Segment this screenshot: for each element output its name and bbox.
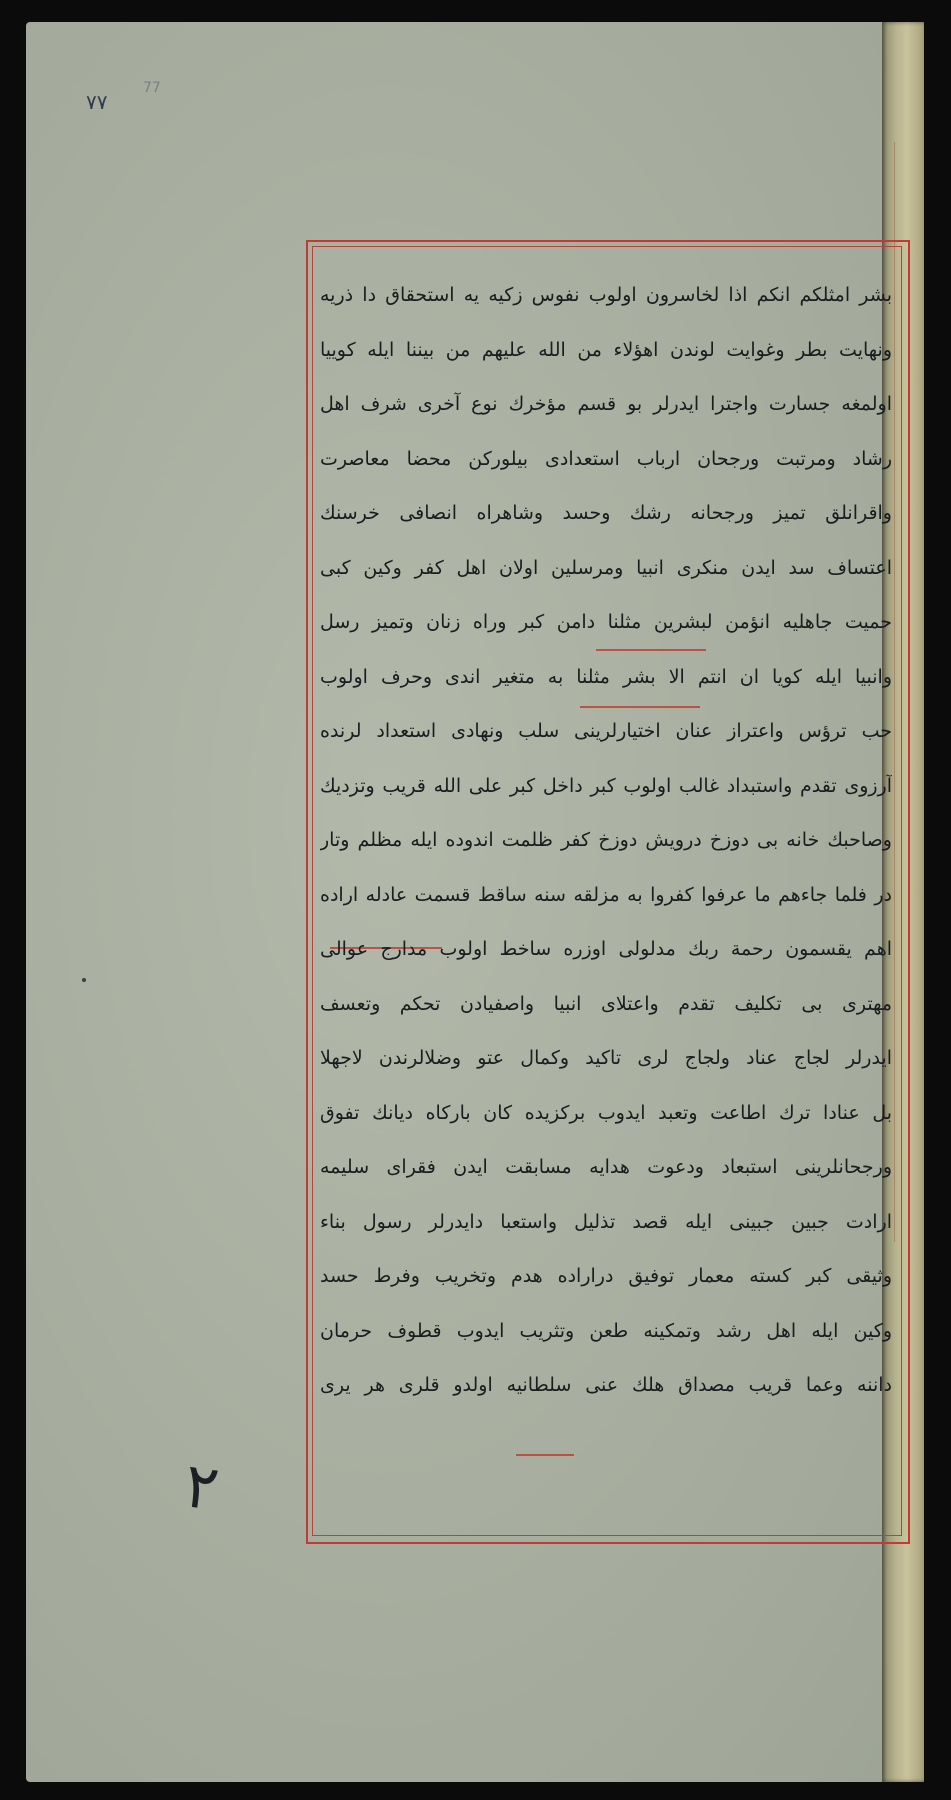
marginal-glyph: ٢ [180, 1448, 224, 1525]
text-line: آرزوی تقدم واستبداد غالب اولوب کبر داخل کبر علی الله قریب وتزدیك [320, 774, 892, 797]
text-line: ونهایت بطر وغوایت لوندن اهؤلاء من الله علیهم من بیننا ایله کوییا [320, 338, 892, 361]
text-line: داننه وعما قریب مصداق هلك عنی سلطانیه اولدو قلری هر یری [320, 1374, 892, 1396]
text-line: وثیقی کبر کسته معمار توفیق دراراده هدم وتخریب وفرط حسد [320, 1265, 892, 1287]
folio-number-pencil: 77 [143, 80, 161, 96]
text-line: حب ترؤس واعتراز عنان اختیارلرینی سلب ونهادی استعداد لرنده [320, 720, 892, 742]
folio-number: ٧٧ [86, 90, 108, 114]
text-line: ورجحانلرینی استبعاد ودعوت هدایه مسابقت ایدن فقرای سلیمه [320, 1156, 892, 1178]
ink-speck [82, 978, 86, 982]
text-line: حمیت جاهلیه انؤمن لبشرین مثلنا دامن کبر وراه زنان وتمیز رسل [320, 611, 892, 633]
text-line: در فلما جاءهم ما عرفوا کفروا به مزلقه سنه ساقط قسمت عادله اراده [320, 883, 892, 906]
text-line: رشاد ومرتبت ورجحان ارباب استعدادی بیلورکن محضا معاصرت [320, 447, 892, 470]
manuscript-text-block [320, 268, 892, 1413]
text-line: اعتساف سد ایدن منکری انبیا ومرسلین اولان اهل کفر وکین کبی [320, 556, 892, 579]
text-line: اهم یقسمون رحمة ربك مدلولی اوزره ساخط اولوب مدارج عوالی [320, 938, 892, 960]
text-line: اولمغه جسارت واجترا ایدرلر بو قسم مؤخرك نوع آخری شرف اهل [320, 393, 892, 415]
text-line: وصاحبك خانه بی دوزخ درویش دوزخ کفر ظلمت اندوده ایله مظلم وتار [320, 829, 892, 851]
rubric-overline [516, 1454, 574, 1456]
text-line: ایدرلر لجاج عناد ولجاج لری تاکید وکمال عتو وضلالرندن لاجهلا [320, 1047, 892, 1069]
text-line: مهتری بی تکلیف تقدم واعتلای انبیا واصفیادن تحکم وتعسف [320, 992, 892, 1015]
text-line: ارادت جبین جبینی ایله قصد تذلیل واستعبا دایدرلر رسول بناء [320, 1210, 892, 1233]
text-line: وکین ایله اهل رشد وتمکینه طعن وتثریب ایدوب قطوف حرمان [320, 1319, 892, 1342]
text-line: بل عنادا ترك اطاعت وتعبد ایدوب برکزیده کان بارکاه دیانك تفوق [320, 1101, 892, 1124]
text-line: واقرانلق تمیز ورجحانه رشك وحسد وشاهراه انصافی خرسنك [320, 502, 892, 524]
text-line: وانبیا ایله کویا ان انتم الا بشر مثلنا به متغیر اندی وحرف اولوب [320, 665, 892, 688]
text-line: بشر امثلكم انكم اذا لخاسرون اولوب نفوس زكيه يه استحقاق دا ذریه [320, 284, 892, 306]
